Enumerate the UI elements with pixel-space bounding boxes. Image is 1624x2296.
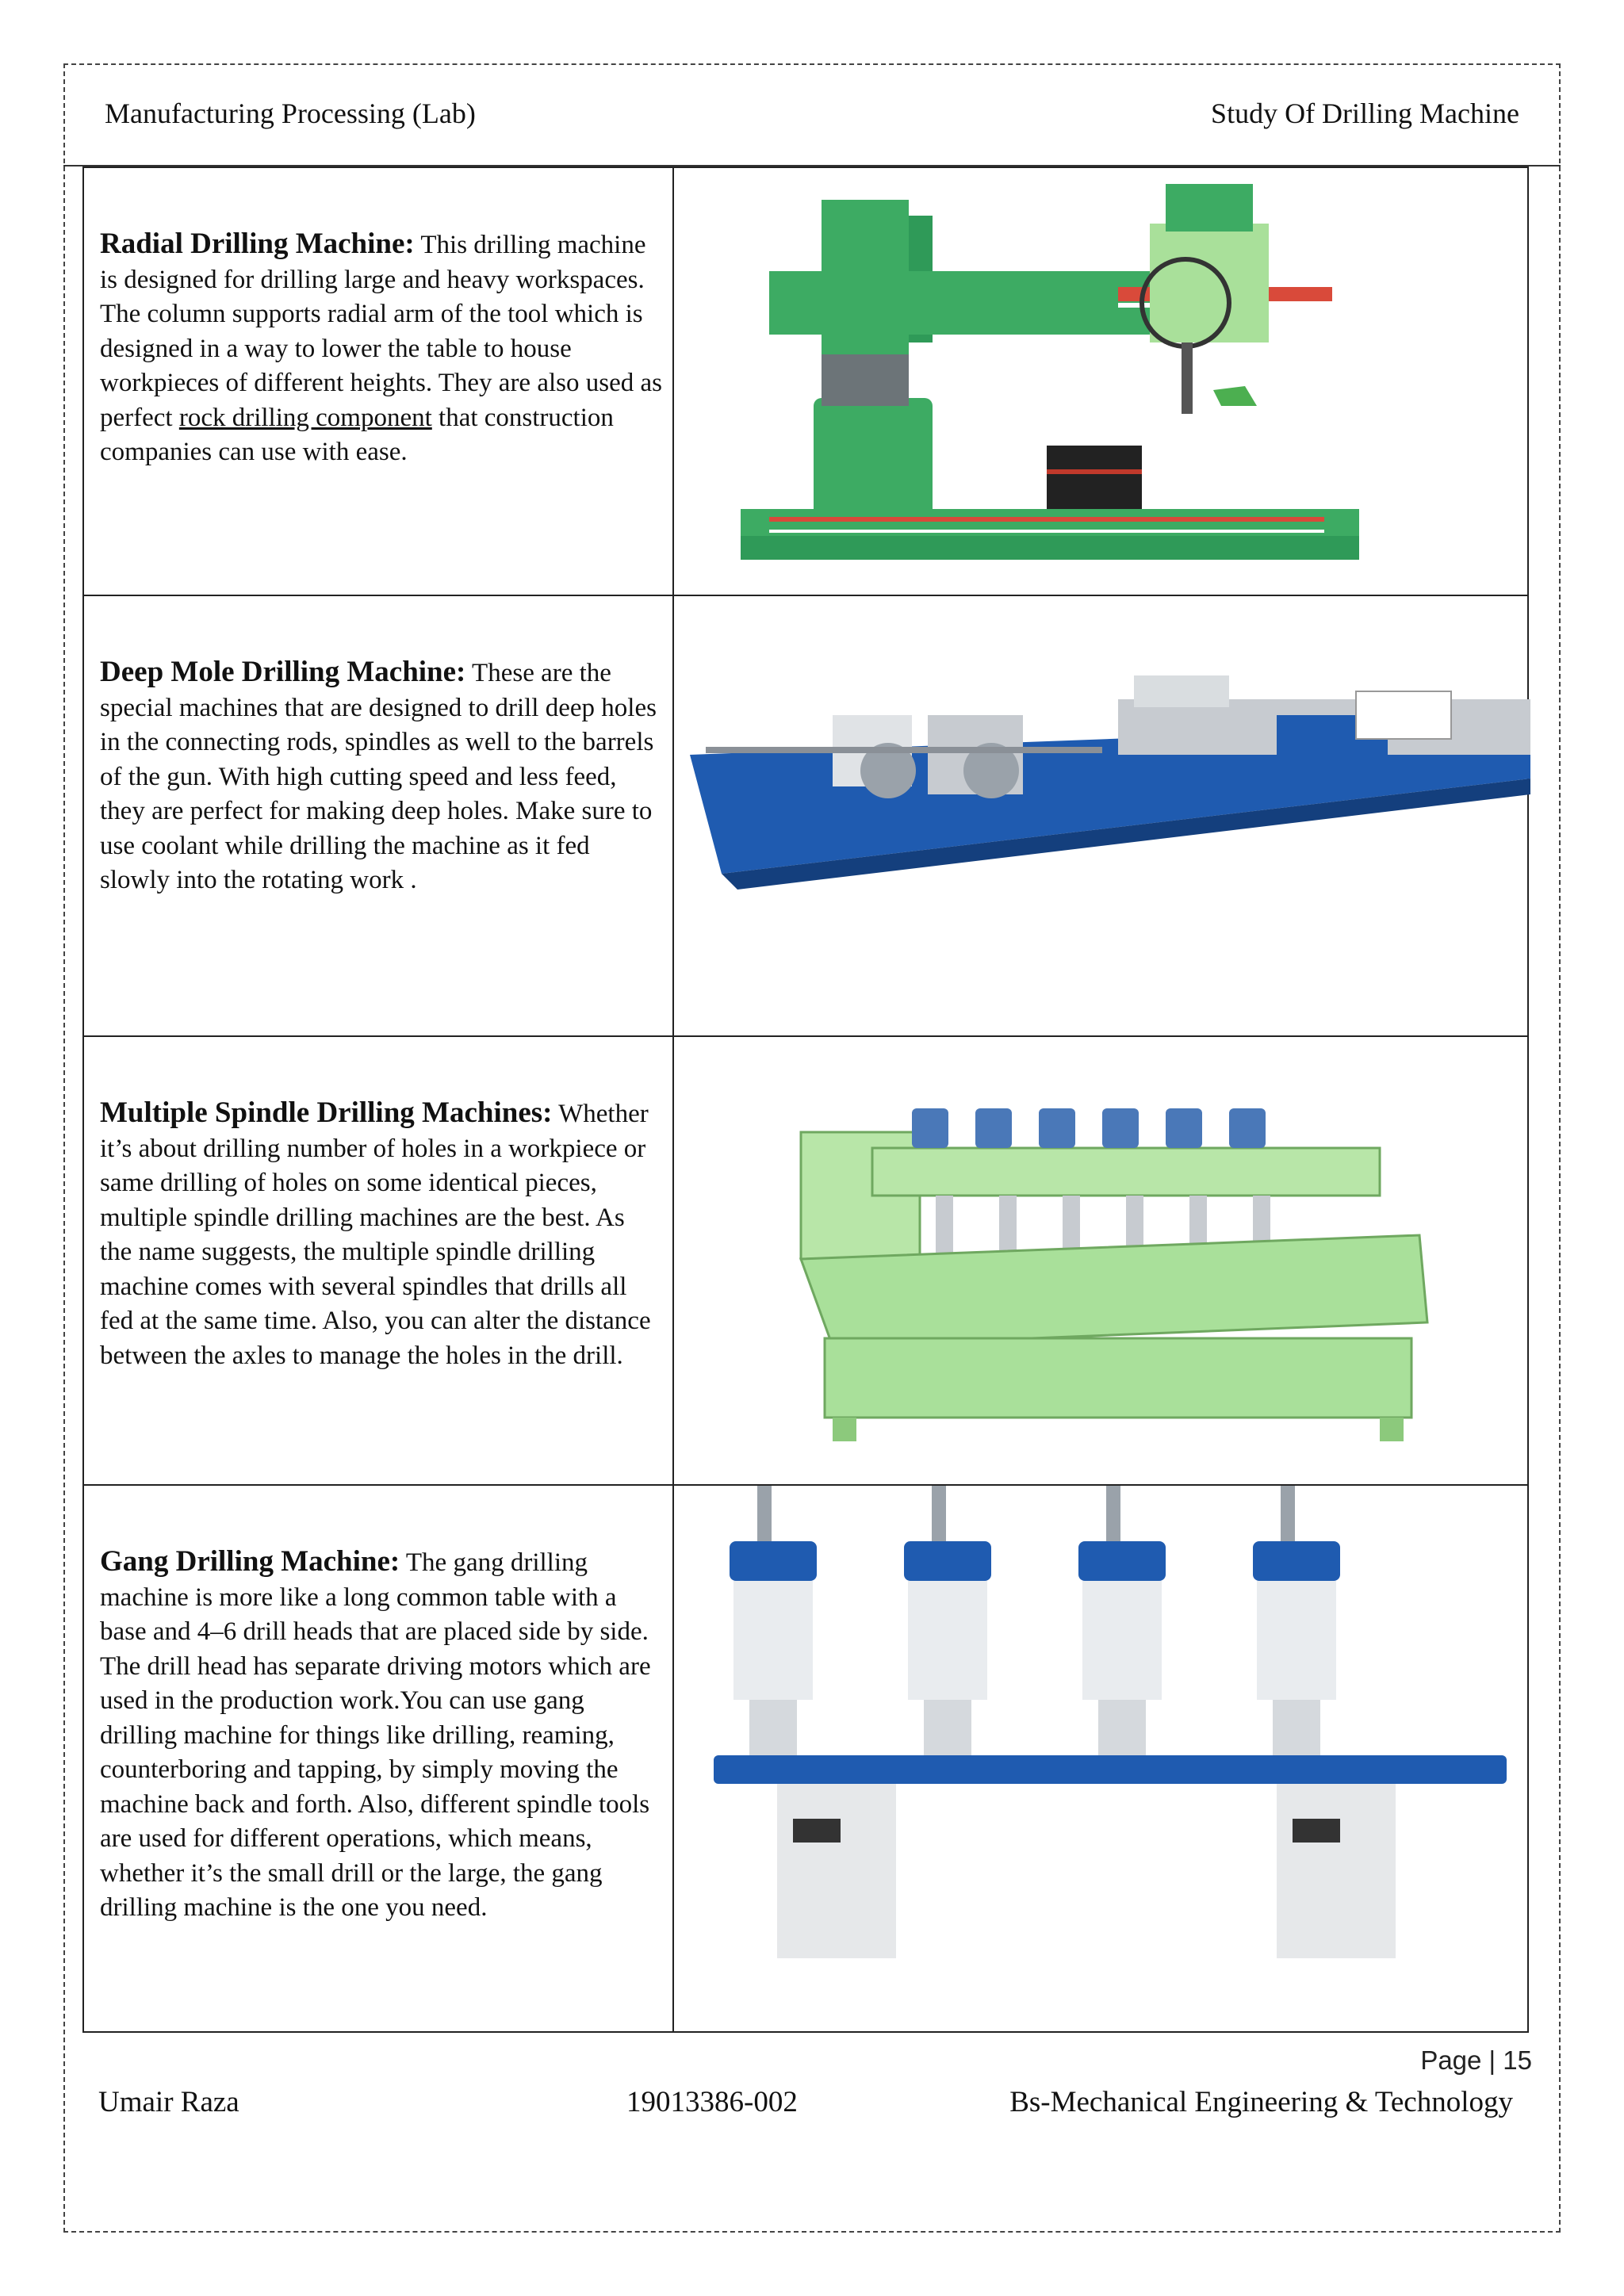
table-row [84, 1037, 1527, 1486]
rock-drilling-link[interactable]: rock drilling component [178, 403, 432, 432]
footer-id: 19013386-002 [626, 2086, 798, 2118]
section-text: Radial Drilling Machine: This drilling machine is designed for drilling large and heavy workspaces. The column supports radial arm of the tool which is designed in a way to lower the table to house workpieces of different heights. They are also used as perfect rock drilling component that construction companies can use with ease. [84, 168, 674, 595]
table-row [84, 168, 1527, 596]
header-left: Manufacturing Processing (Lab) [105, 98, 476, 129]
table-row [84, 1486, 1527, 2031]
section-text: Multiple Spindle Drilling Machines: Whether it’s about drilling number of holes in a workpiece or same drilling of holes on some identical pieces, multiple spindle drilling machines are the best. As the name suggests, the multiple spindle drilling machine comes with several spindles that drills all fed at the same time. Also, you can alter the distance between the axles to manage the holes in the drill. [84, 1037, 674, 1484]
section-title: Radial Drilling Machine: [100, 228, 415, 260]
footer-name: Umair Raza [98, 2086, 239, 2118]
gang-drilling-machine-image [674, 1486, 1527, 2031]
multiple-spindle-drilling-machine-image [674, 1037, 1527, 1484]
footer-program: Bs-Mechanical Engineering & Technology [1009, 2086, 1513, 2118]
section-title: Multiple Spindle Drilling Machines: [100, 1096, 553, 1129]
table-row [84, 596, 1527, 1037]
section-title: Gang Drilling Machine: [100, 1545, 400, 1578]
section-text: Gang Drilling Machine: The gang drilling machine is more like a long common table with a base and 4–6 drill heads that are placed side by side. The drill head has separate driving motors which are used in the production work.You can use gang drilling machine for things like drilling, reaming, counterboring and tapping, by simply moving the machine back and forth. Also, different spindle tools are used for different operations, which means, whether it’s the small drill or the large, the gang drilling machine is the one you need. [84, 1486, 674, 2031]
machines-table [82, 166, 1529, 2033]
deep-hole-drilling-machine-image [674, 596, 1527, 1035]
page-number: Page | 15 [1420, 2045, 1532, 2075]
section-text: Deep Mole Drilling Machine: These are the special machines that are designed to drill deep holes in the connecting rods, spindles as well to the barrels of the gun. With high cutting speed and less feed, they are perfect for making deep holes. Make sure to use coolant while drilling the machine as it fed slowly into the rotating work . [84, 596, 674, 1035]
header-right: Study Of Drilling Machine [1211, 98, 1519, 129]
section-title: Deep Mole Drilling Machine: [100, 656, 466, 688]
radial-drilling-machine-image [674, 168, 1527, 595]
